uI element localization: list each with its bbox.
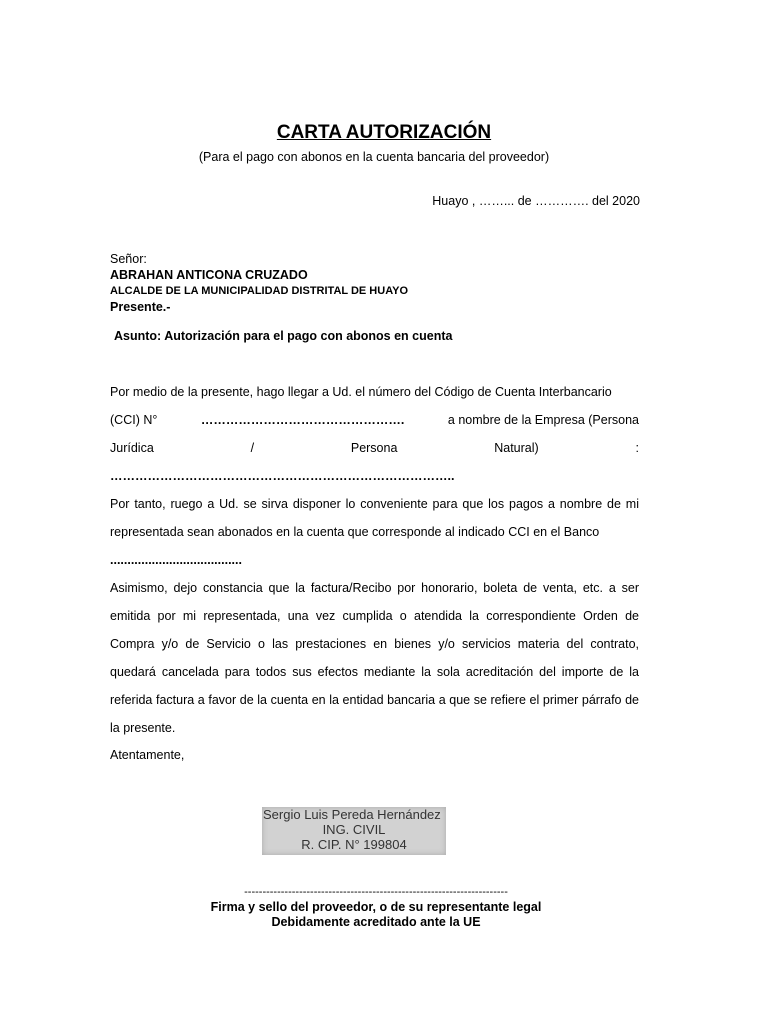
paragraph-bank — [110, 490, 639, 574]
signature-rule: ------------------------------------------------------------------------ — [244, 886, 508, 898]
paragraph-cci-line1: Por medio de la presente, hago llegar a Ud. el número del Código de Cuenta Interbancario — [110, 385, 612, 399]
recipient-block — [110, 251, 408, 315]
stamp-registration: R. CIP. N° 199804 — [301, 837, 407, 852]
signature-accreditation: Debidamente acreditado ante la UE — [271, 915, 481, 929]
date-line: Huayo , ……... de …………. del 2020 — [432, 194, 640, 208]
bank-name-blank: ...................................... — [110, 553, 242, 567]
cci-label: (CCI) N° — [110, 413, 158, 427]
signature-caption: Firma y sello del proveedor, o de su representante legal — [210, 900, 542, 914]
paragraph-bank-text: Por tanto, ruego a Ud. se sirva disponer lo conveniente para que los pagos a nombre de mi representada sean abonados en la cuenta que corresponde al indicado CCI en el Banco — [110, 497, 639, 539]
subject-line: Asunto: Autorización para el pago con abonos en cuenta — [114, 329, 453, 343]
company-name-blank: ……………………………………………………………………….. — [110, 469, 455, 483]
engineer-stamp — [262, 807, 446, 855]
paragraph-cci-line2 — [110, 406, 639, 434]
paragraph-invoice: Asimismo, dejo constancia que la factura/Recibo por honorario, boleta de venta, etc. a ser emitida por mi representada, una vez cumplida o atendida la correspondiente Orden de Compra y/o de Servicio o las prestaciones en bienes y/o servicios materia del contrato, quedará cancelada para todos sus efectos mediante la sola acreditación del importe de la referida factura a favor de la cuenta en la entidad bancaria a que se refiere el primer párrafo de la presente. — [110, 581, 639, 735]
word: Persona — [350, 441, 398, 455]
paragraph-cci-line3 — [110, 434, 639, 462]
document-title: CARTA AUTORIZACIÓN — [276, 122, 492, 143]
cci-blank: …………………………………………. — [200, 413, 405, 427]
greeting: Presente.- — [110, 300, 171, 314]
word: : — [635, 441, 639, 455]
recipient-role: ALCALDE DE LA MUNICIPALIDAD DISTRITAL DE HUAYO — [110, 285, 409, 297]
paragraph-cci — [110, 378, 639, 490]
stamp-title: ING. CIVIL — [322, 822, 386, 837]
stamp-name: Sergio Luis Pereda Hernández — [263, 807, 441, 822]
document-subtitle: (Para el pago con abonos en la cuenta bancaria del proveedor) — [198, 150, 550, 164]
signature-block — [0, 885, 752, 930]
closing: Atentamente, — [110, 748, 185, 762]
recipient-name: ABRAHAN ANTICONA CRUZADO — [110, 268, 308, 282]
salutation: Señor: — [110, 252, 147, 266]
cci-suffix: a nombre de la Empresa (Persona — [447, 413, 639, 427]
word: Jurídica — [110, 441, 154, 455]
word: / — [250, 441, 255, 455]
word: Natural) — [494, 441, 539, 455]
